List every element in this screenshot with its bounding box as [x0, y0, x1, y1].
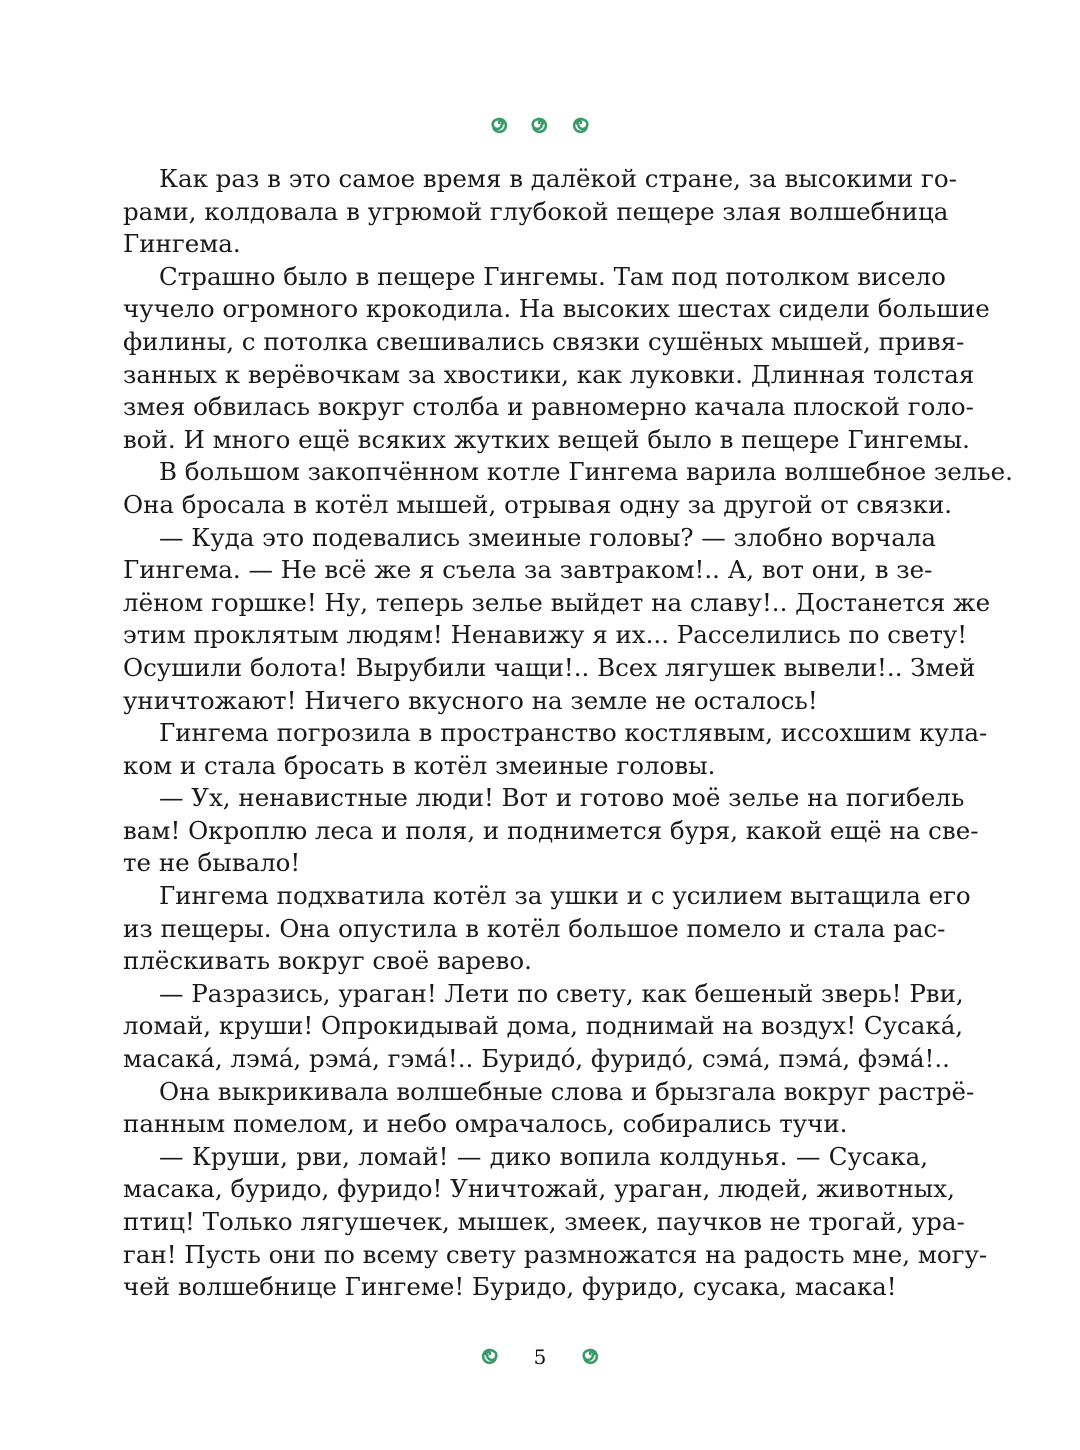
paragraph: [123, 717, 988, 782]
text-line: — Ух, ненавистные люди! Вот и готово моё зелье на погибель: [159, 783, 965, 813]
text-line: змея обвилась вокруг столба и равномерно качала плоской голо-: [123, 392, 974, 422]
text-line: чучело огромного крокодила. На высоких шестах сидели большие: [123, 294, 990, 324]
text-line: занных к верёвочкам за хвостики, как луковки. Длинная толстая: [123, 359, 975, 389]
text-line: Она выкрикивала волшебные слова и брызгала вокруг растрё-: [159, 1076, 975, 1106]
text-line: лёном горшке! Ну, теперь зелье выйдет на славу!.. Достанется же: [123, 587, 991, 617]
paragraph: [123, 1141, 988, 1304]
text-line: филины, с потолка свешивались связки сушёных мышей, привя-: [123, 326, 965, 356]
text-line: В большом закопчённом котле Гингема варила волшебное зелье.: [159, 457, 1013, 487]
paragraph: [123, 978, 964, 1076]
page-footer: [0, 1343, 1080, 1370]
text-line: из пещеры. Она опустила в котёл большое помело и стала рас-: [123, 913, 946, 943]
text-line: Гингема.: [123, 229, 241, 259]
spiral-icon: [569, 112, 591, 139]
spiral-icon: [478, 1343, 500, 1370]
text-line: птиц! Только лягушечек, мышек, змеек, паучков не трогай, ура-: [123, 1207, 965, 1236]
text-line: — Куда это подевались змеиные головы? — злобно ворчала: [159, 522, 937, 552]
text-line: — Разразись, ураган! Лети по свету, как бешеный зверь! Рви,: [159, 978, 964, 1008]
text-line: ком и стала бросать в котёл змеиные головы.: [123, 750, 716, 780]
text-line: рами, колдовала в угрюмой глубокой пещере злая волшебница: [123, 196, 949, 226]
paragraph: [123, 261, 990, 457]
body-text: [123, 163, 1013, 1304]
text-line: плёскивать вокруг своё варево.: [123, 946, 532, 976]
text-line: Она бросала в котёл мышей, отрывая одну за другой от связки.: [123, 489, 953, 519]
text-line: те не бывало!: [123, 848, 301, 878]
text-line: этим проклятым людям! Ненавижу я их... Расселились по свету!: [123, 620, 968, 650]
text-line: Гингема погрозила в пространство костлявым, иссохшим кула-: [159, 718, 988, 748]
text-line: ган! Пусть они по всему свету размножатся на радость мне, могу-: [123, 1239, 988, 1269]
spiral-icon: [529, 112, 551, 139]
paragraph: [123, 522, 991, 718]
text-line: масака, буридо, фуридо! Уничтожай, ураган, людей, животных,: [123, 1174, 955, 1204]
text-line: вой. И много ещё всяких жутких вещей было в пещере Гингемы.: [123, 424, 970, 454]
text-line: ломай, круши! Опрокидывай дома, поднимай на воздух! Сусака́,: [123, 1011, 964, 1041]
text-line: Как раз в это самое время в далёкой стране, за высокими го-: [159, 164, 957, 193]
text-line: вам! Окроплю леса и поля, и поднимется буря, какой ещё на све-: [123, 815, 979, 845]
spiral-icon: [580, 1343, 602, 1370]
text-line: уничтожают! Ничего вкусного на земле не осталось!: [123, 685, 818, 715]
text-line: Страшно было в пещере Гингемы. Там под потолком висело: [159, 261, 946, 291]
text-line: Осушили болота! Вырубили чащи!.. Всех лягушек вывели!.. Змей: [123, 652, 976, 682]
text-line: — Круши, рви, ломай! — дико вопила колдунья. — Сусака,: [159, 1141, 928, 1171]
text-line: панным помелом, и небо омрачалось, собирались тучи.: [123, 1109, 848, 1139]
top-ornament: [0, 112, 1080, 139]
text-line: Гингема подхватила котёл за ушки и с усилием вытащила его: [159, 881, 971, 911]
paragraph: [123, 782, 979, 880]
text-line: масака́, лэма́, рэма́, гэма́!.. Буридо́, фуридо́, сэма́, пэма́, фэма́!..: [123, 1044, 950, 1074]
paragraph: [123, 163, 957, 261]
text-line: чей волшебнице Гингеме! Буридо, фуридо, сусака, масака!: [123, 1272, 897, 1302]
page-number: 5: [533, 1344, 547, 1369]
text-line: Гингема. — Не всё же я съела за завтраком!.. А, вот они, в зе-: [123, 555, 933, 585]
paragraph: [123, 1076, 975, 1141]
spiral-icon: [489, 112, 511, 139]
paragraph: [123, 880, 971, 978]
paragraph: [123, 456, 1013, 521]
